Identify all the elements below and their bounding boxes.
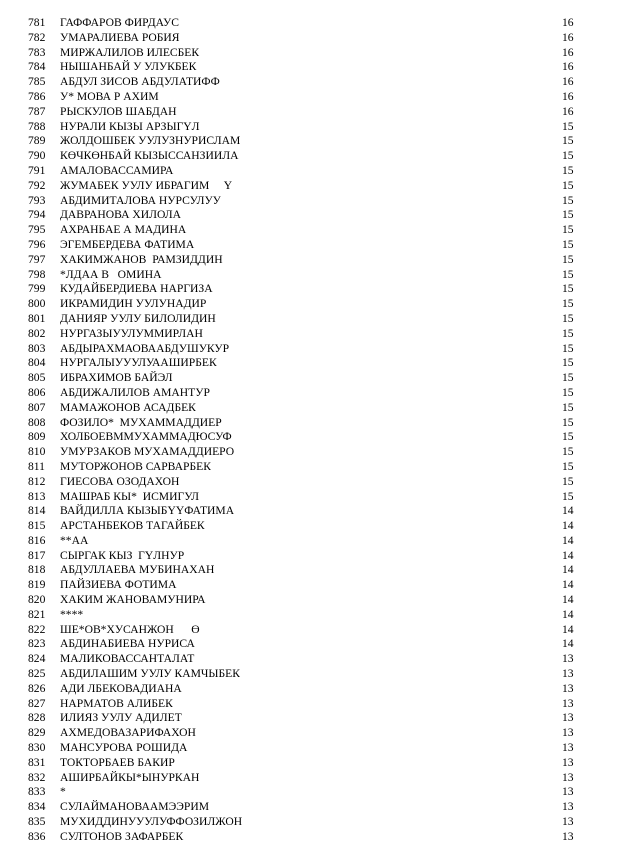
list-item <box>0 785 621 800</box>
row-number: 831 <box>28 755 46 769</box>
row-number: 830 <box>28 741 46 755</box>
student-name: АБДИЖАЛИЛОВ АМАНТУР <box>60 385 210 399</box>
list-item <box>0 179 621 194</box>
row-number: 829 <box>28 726 46 740</box>
list-item <box>0 75 621 90</box>
student-name: * <box>60 785 66 799</box>
row-number: 820 <box>28 593 46 607</box>
score-value: 15 <box>562 134 574 148</box>
list-item <box>0 756 621 771</box>
student-name: АБДИМИТАЛОВА НУРСУЛУУ <box>60 193 221 207</box>
student-name: РЫСКУЛОВ ШАБДАН <box>60 104 177 118</box>
row-number: 792 <box>28 178 46 192</box>
student-name: ЖУМАБЕК УУЛУ ИБРАГИМ Ү <box>60 178 233 192</box>
score-value: 13 <box>562 681 574 695</box>
student-name: ЭГЕМБЕРДЕВА ФАТИМА <box>60 237 195 251</box>
list-item <box>0 208 621 223</box>
list-item <box>0 386 621 401</box>
list-item <box>0 253 621 268</box>
row-number: 800 <box>28 297 46 311</box>
list-item <box>0 623 621 638</box>
score-value: 16 <box>562 104 574 118</box>
student-name: НЫШАНБАЙ У УЛУКБЕК <box>60 60 197 74</box>
row-number: 807 <box>28 400 46 414</box>
student-name: ВАЙДИЛЛА КЫЗЫБҮҮФАТИМА <box>60 504 235 518</box>
list-item <box>0 223 621 238</box>
score-value: 14 <box>562 637 574 651</box>
row-number: 795 <box>28 223 46 237</box>
score-value: 13 <box>562 696 574 710</box>
score-value: 13 <box>562 800 574 814</box>
row-number: 834 <box>28 800 46 814</box>
student-name: НУРАЛИ КЫЗЫ АРЗЫГҮЛ <box>60 119 200 133</box>
student-name: УМУРЗАКОВ МУХАМАДДИЕРО <box>60 445 235 459</box>
row-number: 788 <box>28 119 46 133</box>
score-value: 15 <box>562 252 574 266</box>
student-name: ИБРАХИМОВ БАЙЭЛ <box>60 371 173 385</box>
list-item <box>0 401 621 416</box>
list-item <box>0 608 621 623</box>
score-value: 15 <box>562 311 574 325</box>
row-number: 821 <box>28 607 46 621</box>
score-value: 14 <box>562 533 574 547</box>
score-value: 14 <box>562 622 574 636</box>
score-value: 15 <box>562 297 574 311</box>
row-number: 804 <box>28 356 46 370</box>
score-value: 15 <box>562 415 574 429</box>
list-item <box>0 327 621 342</box>
row-number: 794 <box>28 208 46 222</box>
row-number: 796 <box>28 237 46 251</box>
list-item <box>0 149 621 164</box>
student-name: НАРМАТОВ АЛИБЕК <box>60 696 173 710</box>
student-name: ИЛИЯЗ УУЛУ АДИЛЕТ <box>60 711 182 725</box>
score-value: 15 <box>562 223 574 237</box>
list-item <box>0 578 621 593</box>
score-value: 16 <box>562 89 574 103</box>
row-number: 823 <box>28 637 46 651</box>
row-number: 809 <box>28 430 46 444</box>
row-number: 798 <box>28 267 46 281</box>
list-item <box>0 726 621 741</box>
student-name: МИРЖАЛИЛОВ ИЛЕСБЕК <box>60 45 200 59</box>
row-number: 802 <box>28 326 46 340</box>
student-name: **АА <box>60 533 89 547</box>
row-number: 805 <box>28 371 46 385</box>
score-value: 15 <box>562 149 574 163</box>
score-value: 15 <box>562 119 574 133</box>
student-name: АМАЛОВАССАМИРА <box>60 163 174 177</box>
row-number: 791 <box>28 163 46 177</box>
student-name: ТОКТОРБАЕВ БАКИР <box>60 755 175 769</box>
list-item <box>0 342 621 357</box>
row-number: 825 <box>28 667 46 681</box>
list-item <box>0 667 621 682</box>
score-value: 15 <box>562 326 574 340</box>
score-value: 15 <box>562 282 574 296</box>
row-number: 797 <box>28 252 46 266</box>
student-name: ГИЕСОВА ОЗОДАХОН <box>60 474 180 488</box>
score-value: 14 <box>562 563 574 577</box>
list-item <box>0 549 621 564</box>
score-value: 14 <box>562 548 574 562</box>
score-value: 15 <box>562 459 574 473</box>
score-value: 16 <box>562 16 574 29</box>
list-item <box>0 120 621 135</box>
row-number: 803 <box>28 341 46 355</box>
score-value: 13 <box>562 711 574 725</box>
list-item <box>0 282 621 297</box>
student-name: МАШРАБ КЫ* ИСМИГУЛ <box>60 489 199 503</box>
student-name: ХАКИМЖАНОВ РАМЗИДДИН <box>60 252 223 266</box>
score-value: 14 <box>562 578 574 592</box>
row-number: 826 <box>28 681 46 695</box>
student-name: ДАНИЯР УУЛУ БИЛОЛИДИН <box>60 311 216 325</box>
score-value: 15 <box>562 371 574 385</box>
list-item <box>0 134 621 149</box>
score-value: 15 <box>562 163 574 177</box>
score-value: 13 <box>562 815 574 829</box>
score-value: 15 <box>562 489 574 503</box>
score-value: 14 <box>562 504 574 518</box>
list-item <box>0 637 621 652</box>
list-item <box>0 490 621 505</box>
score-value: 15 <box>562 208 574 222</box>
row-number: 801 <box>28 311 46 325</box>
score-value: 13 <box>562 770 574 784</box>
row-number: 811 <box>28 459 45 473</box>
list-item <box>0 31 621 46</box>
row-number: 828 <box>28 711 46 725</box>
row-number: 833 <box>28 785 46 799</box>
student-name: АРСТАНБЕКОВ ТАГАЙБЕК <box>60 519 205 533</box>
row-number: 824 <box>28 652 46 666</box>
row-number: 787 <box>28 104 46 118</box>
list-item <box>0 164 621 179</box>
score-value: 16 <box>562 75 574 89</box>
row-number: 806 <box>28 385 46 399</box>
list-item <box>0 312 621 327</box>
list-item <box>0 46 621 61</box>
list-item <box>0 105 621 120</box>
score-value: 15 <box>562 193 574 207</box>
score-value: 15 <box>562 445 574 459</box>
list-item <box>0 682 621 697</box>
score-value: 15 <box>562 356 574 370</box>
row-number: 827 <box>28 696 46 710</box>
student-name: АБДИЛАШИМ УУЛУ КАМЧЫБЕК <box>60 667 240 681</box>
list-item <box>0 771 621 786</box>
list-item <box>0 445 621 460</box>
list-item <box>0 297 621 312</box>
score-value: 15 <box>562 341 574 355</box>
ranking-list <box>0 16 621 845</box>
row-number: 818 <box>28 563 46 577</box>
list-item <box>0 815 621 830</box>
row-number: 810 <box>28 445 46 459</box>
student-name: АДИ ЛБЕКОВАДИАНА <box>60 681 182 695</box>
student-name: МУХИДДИНУУУЛУФФОЗИЛЖОН <box>60 815 243 829</box>
row-number: 815 <box>28 519 46 533</box>
student-name: ПАЙЗИЕВА ФОТИМА <box>60 578 177 592</box>
row-number: 817 <box>28 548 46 562</box>
student-name: КУДАЙБЕРДИЕВА НАРГИЗА <box>60 282 213 296</box>
list-item <box>0 460 621 475</box>
student-name: НУРГАЗЫУУЛУММИРЛАН <box>60 326 203 340</box>
row-number: 784 <box>28 60 46 74</box>
list-item <box>0 697 621 712</box>
student-name: ШЕ*ОВ*ХУСАНЖОН Ө <box>60 622 200 636</box>
list-item <box>0 504 621 519</box>
list-item <box>0 652 621 667</box>
row-number: 822 <box>28 622 46 636</box>
score-value: 13 <box>562 652 574 666</box>
list-item <box>0 90 621 105</box>
list-item <box>0 16 621 31</box>
list-item <box>0 238 621 253</box>
student-name: *ЛДАА В ОМИНА <box>60 267 162 281</box>
list-item <box>0 741 621 756</box>
list-item <box>0 60 621 75</box>
student-name: СУЛАЙМАНОВААМЭЭРИМ <box>60 800 210 814</box>
student-name: МАНСУРОВА РОШИДА <box>60 741 188 755</box>
list-item <box>0 371 621 386</box>
list-item <box>0 194 621 209</box>
score-value: 15 <box>562 385 574 399</box>
list-item <box>0 800 621 815</box>
list-item <box>0 519 621 534</box>
student-name: АБДЫРАХМАОВААБДУШУКУР <box>60 341 230 355</box>
row-number: 835 <box>28 815 46 829</box>
list-item <box>0 430 621 445</box>
student-name: **** <box>60 607 84 621</box>
score-value: 15 <box>562 430 574 444</box>
student-name: МАЛИКОВАССАНТАЛАТ <box>60 652 195 666</box>
student-name: ИКРАМИДИН УУЛУНАДИР <box>60 297 207 311</box>
row-number: 793 <box>28 193 46 207</box>
student-name: ХАКИМ ЖАНОВАМУНИРА <box>60 593 206 607</box>
row-number: 783 <box>28 45 46 59</box>
list-item <box>0 475 621 490</box>
student-name: ЖОЛДОШБЕК УУЛУЗНУРИСЛАМ <box>60 134 241 148</box>
score-value: 13 <box>562 785 574 799</box>
score-value: 15 <box>562 178 574 192</box>
student-name: ДАВРАНОВА ХИЛОЛА <box>60 208 182 222</box>
score-value: 16 <box>562 30 574 44</box>
list-item <box>0 534 621 549</box>
student-name: УМАРАЛИЕВА РОБИЯ <box>60 30 180 44</box>
score-value: 15 <box>562 400 574 414</box>
list-item <box>0 830 621 845</box>
list-item <box>0 416 621 431</box>
row-number: 819 <box>28 578 46 592</box>
score-value: 16 <box>562 45 574 59</box>
row-number: 814 <box>28 504 46 518</box>
score-value: 13 <box>562 755 574 769</box>
row-number: 782 <box>28 30 46 44</box>
list-item <box>0 268 621 283</box>
score-value: 14 <box>562 593 574 607</box>
score-value: 14 <box>562 519 574 533</box>
row-number: 816 <box>28 533 46 547</box>
score-value: 13 <box>562 667 574 681</box>
student-name: АБДУЛ ЗИСОВ АБДУЛАТИФФ <box>60 75 220 89</box>
list-item <box>0 563 621 578</box>
student-name: АХРАНБАЕ А МАДИНА <box>60 223 187 237</box>
score-value: 16 <box>562 60 574 74</box>
list-item <box>0 711 621 726</box>
student-name: АБДУЛЛАЕВА МУБИНАХАН <box>60 563 215 577</box>
score-value: 14 <box>562 607 574 621</box>
student-name: АХМЕДОВАЗАРИФАХОН <box>60 726 196 740</box>
student-name: ФОЗИЛО* МУХАММАДДИЕР <box>60 415 222 429</box>
row-number: 808 <box>28 415 46 429</box>
student-name: ГАФФАРОВ ФИРДАУС <box>60 16 179 29</box>
student-name: АБДИНАБИЕВА НУРИСА <box>60 637 195 651</box>
score-value: 15 <box>562 474 574 488</box>
student-name: У* МОВА Р АХИМ <box>60 89 159 103</box>
student-name: НУРГАЛЫУУУЛУААШИРБЕК <box>60 356 217 370</box>
student-name: МУТОРЖОНОВ САРВАРБЕК <box>60 459 211 473</box>
student-name: ХОЛБОЕВММУХАММАДЮСУФ <box>60 430 232 444</box>
row-number: 781 <box>28 16 46 29</box>
student-name: МАМАЖОНОВ АСАДБЕК <box>60 400 196 414</box>
row-number: 812 <box>28 474 46 488</box>
score-value: 13 <box>562 726 574 740</box>
list-item <box>0 593 621 608</box>
score-value: 15 <box>562 237 574 251</box>
score-value: 13 <box>562 829 574 843</box>
student-name: АШИРБАЙКЫ*ЫНУРКАН <box>60 770 200 784</box>
row-number: 786 <box>28 89 46 103</box>
student-name: СУЛТОНОВ ЗАФАРБЕК <box>60 829 184 843</box>
score-value: 13 <box>562 741 574 755</box>
row-number: 799 <box>28 282 46 296</box>
row-number: 836 <box>28 829 46 843</box>
student-name: СЫРГАК КЫЗ ГҮЛНУР <box>60 548 185 562</box>
row-number: 790 <box>28 149 46 163</box>
row-number: 813 <box>28 489 46 503</box>
score-value: 15 <box>562 267 574 281</box>
row-number: 785 <box>28 75 46 89</box>
row-number: 832 <box>28 770 46 784</box>
student-name: КӨЧКӨНБАЙ КЫЗЫССАНЗИИЛА <box>60 149 239 163</box>
row-number: 789 <box>28 134 46 148</box>
list-item <box>0 356 621 371</box>
